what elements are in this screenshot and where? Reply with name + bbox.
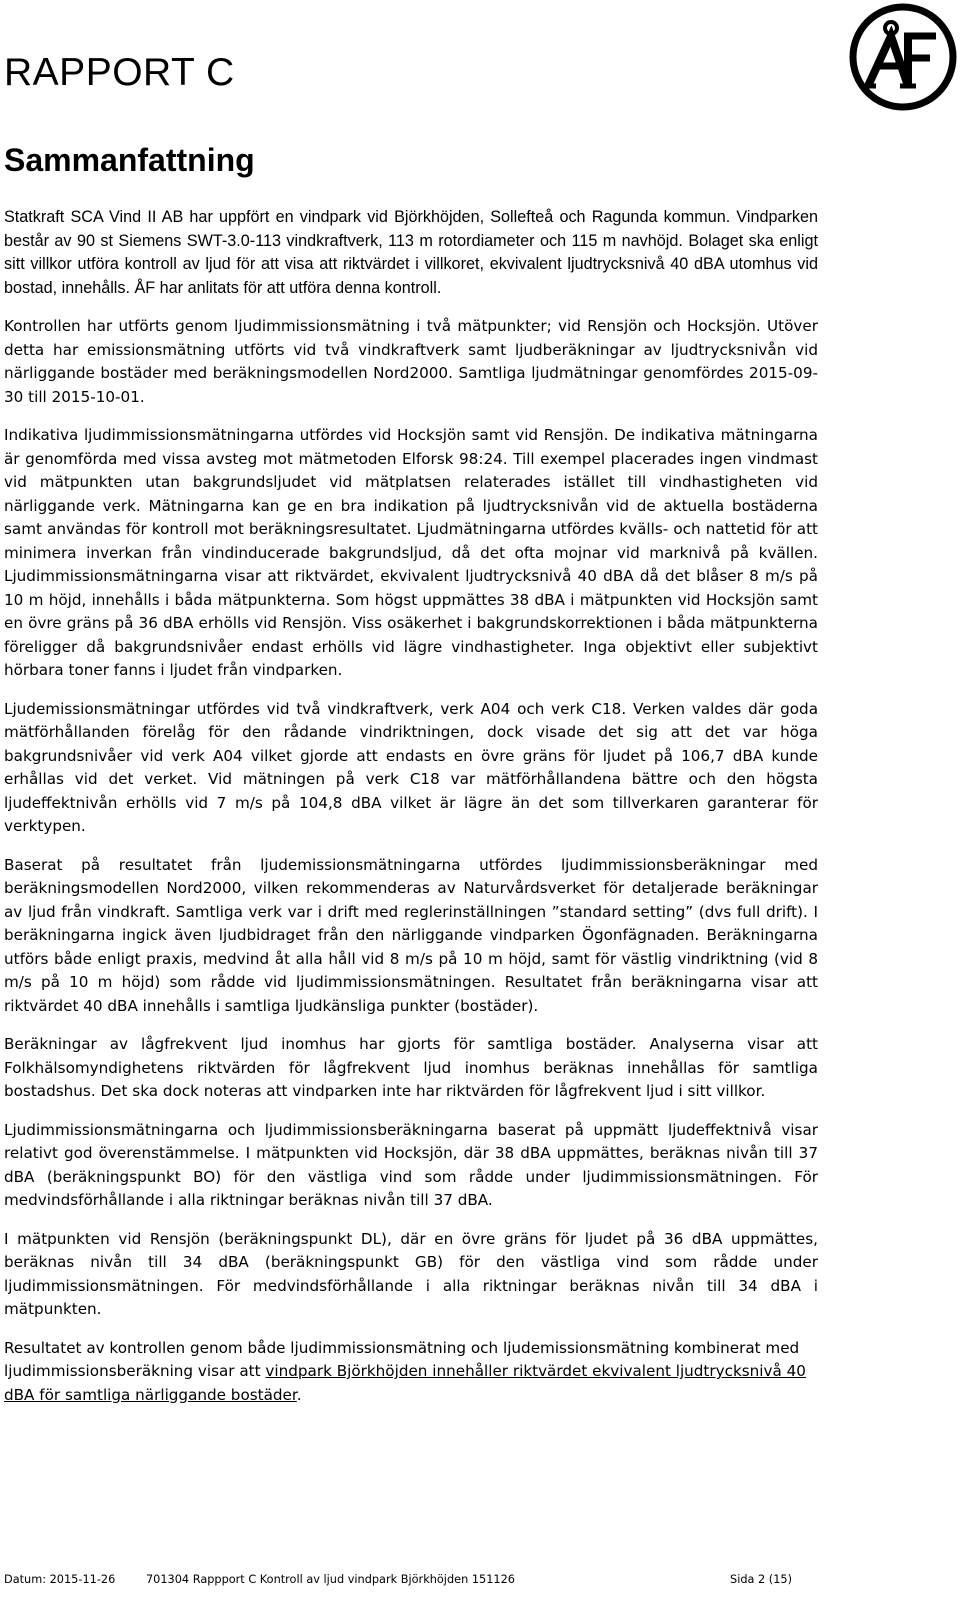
paragraph-hocksjon-comparison: Ljudimmissionsmätningarna och ljudimmissionsberäkningarna baserat på uppmätt ljudeffektnivå visar relativt god överenstämmelse. I mätpunkten vid Hocksjön, där 38 dBA uppmättes, beräknas nivån till 37 dBA (beräkningspunkt BO) för den västliga vind som rådde under ljudimmissionsmätningen. För medvindsförhållande i alla riktningar beräknas nivån till 37 dBA. (4, 1120, 818, 1209)
conclusion-lead: Resultatet av kontrollen genom både ljudimmissionsmätning och ljudemissionsmätning kombinerat med ljudimmissionsberäkning visar att (4, 1338, 800, 1380)
paragraph-intro (4, 206, 818, 300)
af-logo (846, 0, 960, 114)
conclusion-trail: . (296, 1385, 302, 1404)
paragraph-intro-part1: Statkraft SCA Vind II AB har uppfört en vindpark vid Björkhöjden, Sollefteå och Ragunda kommun. Vindparken består av 90 st Siemens SWT-3.0-113 vindkraftverk, 113 m rotordiameter och 115 m navhöjd. (4, 208, 818, 250)
conclusion-underlined: vindpark Björkhöjden innehåller riktvärdet ekvivalent ljudtrycksnivå 40 dBA för samtliga närliggande bostäder (4, 1362, 806, 1404)
paragraph-immission-measurement: Indikativa ljudimmissionsmätningarna utfördes vid Hocksjön samt vid Rensjön. De indikativa mätningarna är genomförda med vissa avsteg mot mätmetoden Elforsk 98:24. Till exempel placerades ingen vindmast vid mätpunkten utan bakgrundsljudet vid mätplatsen relaterades istället till vindhastigheten vid närliggande verk. Mätningarna kan ge en bra indikation på ljudtrycksnivån vid de aktuella bostäderna samt användas för kontroll mot beräkningsresultatet. Ljudmätningarna utfördes kvälls- och nattetid för att minimera inverkan från vindinducerade bakgrundsljud, då det ofta mojnar vid marknivå på kvällen. Ljudimmissionsmätningarna visar att riktvärdet, ekvivalent ljudtrycksnivå 40 dBA då det blåser 8 m/s på 10 m höjd, innehålls i båda mätpunkterna. Som högst uppmättes 38 dBA i mätpunkten vid Hocksjön samt en övre gräns på 36 dBA erhölls vid Rensjön. Viss osäkerhet i bakgrundskorrektionen i båda mätpunkterna föreligger då bakgrundsnivåer endast erhölls vid lägre vindhastigheter. Inga objektivt eller subjektivt hörbara toner fanns i ljudet från vindparken. (4, 426, 818, 679)
paragraph-emission-measurement: Ljudemissionsmätningar utfördes vid två vindkraftverk, verk A04 och verk C18. Verken valdes där goda mätförhållanden förelåg för den rådande vindriktningen, dock visade det sig att det var höga bakgrundsnivåer vid verk A04 vilket gjorde att endasts en övre gräns för ljudet på 106,7 dBA kunde erhållas vid det verket. Vid mätningen på verk C18 var mätförhållandena bättre och den högsta ljudeffektnivån erhölls vid 7 m/s på 104,8 dBA vilket är lägre än det som tillverkaren garanterar för verktypen. (4, 699, 818, 835)
footer-page-number: Sida 2 (15) (730, 1573, 792, 1586)
paragraph-low-frequency: Beräkningar av lågfrekvent ljud inomhus har gjorts för samtliga bostäder. Analyserna visar att Folkhälsomyndighetens riktvärden för lågfrekvent ljud inomhus beräknas innehållas för samtliga bostadshus. Det ska dock noteras att vindparken inte har riktvärden för lågfrekvent ljud i sitt villkor. (4, 1035, 818, 1100)
summary-body (4, 206, 818, 1422)
footer-document-name: 701304 Rappport C Kontroll av ljud vindpark Björkhöjden 151126 (146, 1573, 515, 1586)
paragraph-intro-part2: Bolaget ska enligt sitt villkor utföra kontroll av ljud för att visa att riktvärdet i villkoret, ekvivalent ljudtrycksnivå 40 dBA utomhus vid bostad, innehålls. ÅF har anlitats för att utföra denna kontroll. (4, 231, 818, 297)
report-label: RAPPORT C (4, 51, 235, 94)
paragraph-conclusion (4, 1337, 818, 1408)
footer-date: Datum: 2015-11-26 (4, 1573, 116, 1586)
logo-circle-icon (846, 0, 960, 114)
paragraph-method: Kontrollen har utförts genom ljudimmissionsmätning i två mätpunkter; vid Rensjön och Hocksjön. Utöver detta har emissionsmätning utförts vid två vindkraftverk samt ljudberäkningar av ljudtrycksnivån vid närliggande bostäder med beräkningsmodellen Nord2000. Samtliga ljudmätningar genomfördes 2015-09-30 till 2015-10-01. (4, 317, 818, 406)
paragraph-calculations: Baserat på resultatet från ljudemissionsmätningarna utfördes ljudimmissionsberäkningar med beräkningsmodellen Nord2000, vilken rekommenderas av Naturvårdsverket för detaljerade beräkningar av ljud från vindkraft. Samtliga verk var i drift med reglerinställningen ”standard setting” (dvs full drift). I beräkningarna ingick även ljudbidraget från den närliggande vindparken Ögonfägnaden. Beräkningarna utförs både enligt praxis, medvind åt alla håll vid 8 m/s på 10 m höjd, samt för västlig vindriktning (vid 8 m/s på 10 m höjd) som rådde vid ljudimmissionsmätningen. Resultatet från beräkningarna visar att riktvärdet 40 dBA innehålls i samtliga ljudkänsliga punkter (bostäder). (4, 855, 818, 1015)
paragraph-rensjon-comparison: I mätpunkten vid Rensjön (beräkningspunkt DL), där en övre gräns för ljudet på 36 dBA uppmättes, beräknas nivån till 34 dBA (beräkningspunkt GB) för den västliga vind som rådde under ljudimmissionsmätningen. För medvindsförhållande i alla riktningar beräknas nivån till 34 dBA i mätpunkten. (4, 1229, 818, 1318)
section-title: Sammanfattning (4, 142, 255, 178)
